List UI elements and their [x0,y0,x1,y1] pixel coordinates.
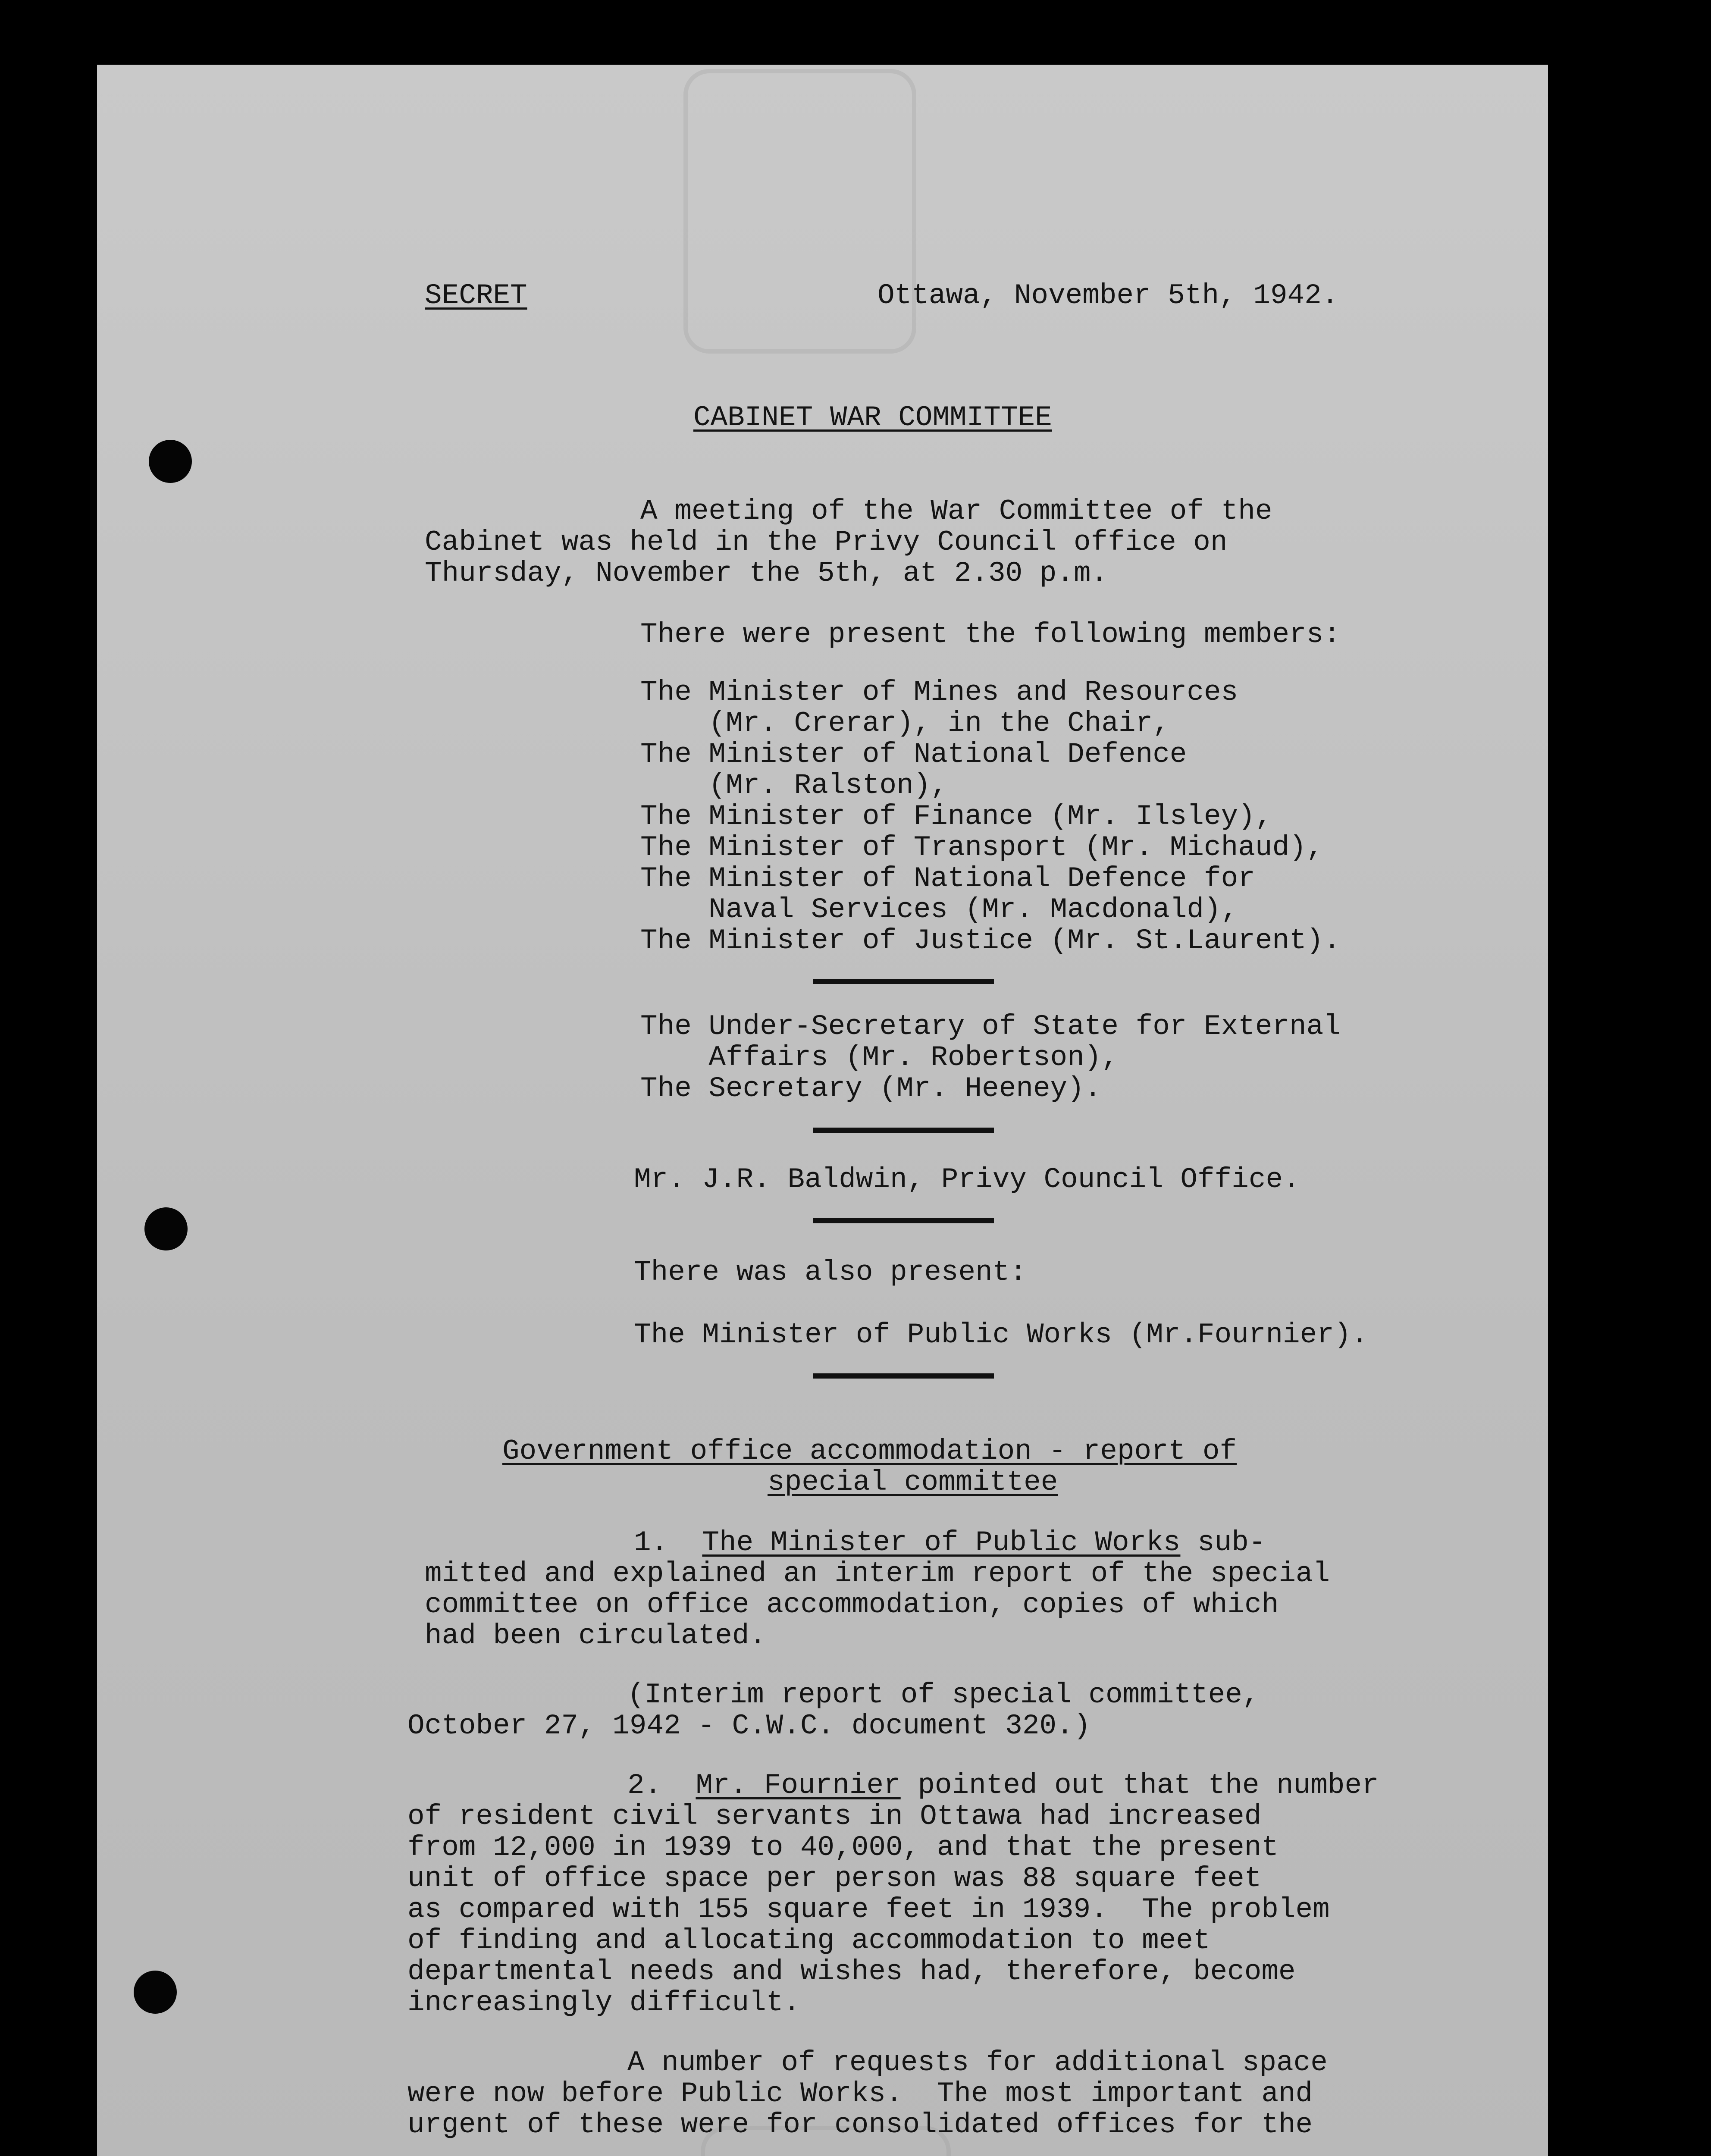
staff-line: Mr. J.R. Baldwin, Privy Council Office. [634,1163,1300,1196]
text-line: Cabinet was held in the Privy Council office on [425,526,1228,558]
text-fragment: pointed out that the number [900,1769,1379,1802]
text-line: Thursday, November the 5th, at 2.30 p.m. [425,557,1108,589]
paragraph-number: 1. [634,1526,702,1559]
place-date: Ottawa, November 5th, 1942. [877,279,1339,312]
separator-rule [813,1218,994,1223]
text-line: from 12,000 in 1939 to 40,000, and that the present [407,1831,1279,1864]
section-heading-line: special committee [768,1466,1058,1498]
text-line: of resident civil servants in Ottawa had increased [407,1800,1262,1833]
text-line: October 27, 1942 - C.W.C. document 320.) [407,1710,1091,1742]
member-line: The Minister of National Defence [640,738,1187,771]
text-line: as compared with 155 square feet in 1939. The problem [407,1893,1330,1926]
text-line: committee on office accommodation, copies of which [425,1589,1279,1621]
document-title: CABINET WAR COMMITTEE [693,401,1052,434]
text-fragment: sub- [1180,1526,1266,1559]
paragraph-first-line [627,1770,1379,1801]
speaker-name: The Minister of Public Works [702,1526,1181,1559]
separator-rule [813,1373,994,1379]
member-line: (Mr. Ralston), [640,769,948,802]
text-line: mitted and explained an interim report of the special [425,1557,1330,1590]
member-line: The Minister of Mines and Resources [640,676,1238,708]
also-present-heading: There was also present: [634,1256,1027,1288]
text-line: had been circulated. [425,1620,767,1652]
text-line: were now before Public Works. The most important and [407,2078,1313,2110]
text-line: urgent of these were for consolidated offices for the [407,2109,1313,2141]
member-line: Naval Services (Mr. Macdonald), [640,893,1238,926]
official-line: The Secretary (Mr. Heeney). [640,1072,1102,1105]
member-line: The Minister of Justice (Mr. St.Laurent). [640,924,1341,957]
scanned-document-page [97,65,1548,2156]
present-heading: There were present the following members: [640,618,1341,651]
paragraph-first-line [634,1527,1266,1558]
text-line: A meeting of the War Committee of the [640,495,1272,527]
official-line: The Under-Secretary of State for External [640,1010,1341,1043]
classification-mark: SECRET [425,279,527,312]
text-line: of finding and allocating accommodation to meet [407,1924,1210,1957]
paragraph-number: 2. [627,1769,696,1802]
separator-rule [813,979,994,984]
punch-hole [149,440,192,483]
punch-hole [144,1207,188,1250]
text-line: (Interim report of special committee, [627,1679,1260,1711]
section-heading-line: Government office accommodation - report of [502,1435,1237,1467]
text-line: A number of requests for additional space [627,2046,1328,2079]
member-line: The Minister of Transport (Mr. Michaud), [640,831,1324,864]
separator-rule [813,1128,994,1133]
punch-hole [134,1971,177,2014]
member-line: (Mr. Crerar), in the Chair, [640,707,1170,740]
also-present-line: The Minister of Public Works (Mr.Fournier). [634,1319,1369,1351]
member-line: The Minister of Finance (Mr. Ilsley), [640,800,1272,833]
text-line: departmental needs and wishes had, therefore, become [407,1955,1296,1988]
text-line: unit of office space per person was 88 square feet [407,1862,1262,1895]
official-line: Affairs (Mr. Robertson), [640,1041,1119,1074]
speaker-name: Mr. Fournier [696,1769,901,1802]
text-line: increasingly difficult. [407,1987,800,2019]
member-line: The Minister of National Defence for [640,862,1255,895]
